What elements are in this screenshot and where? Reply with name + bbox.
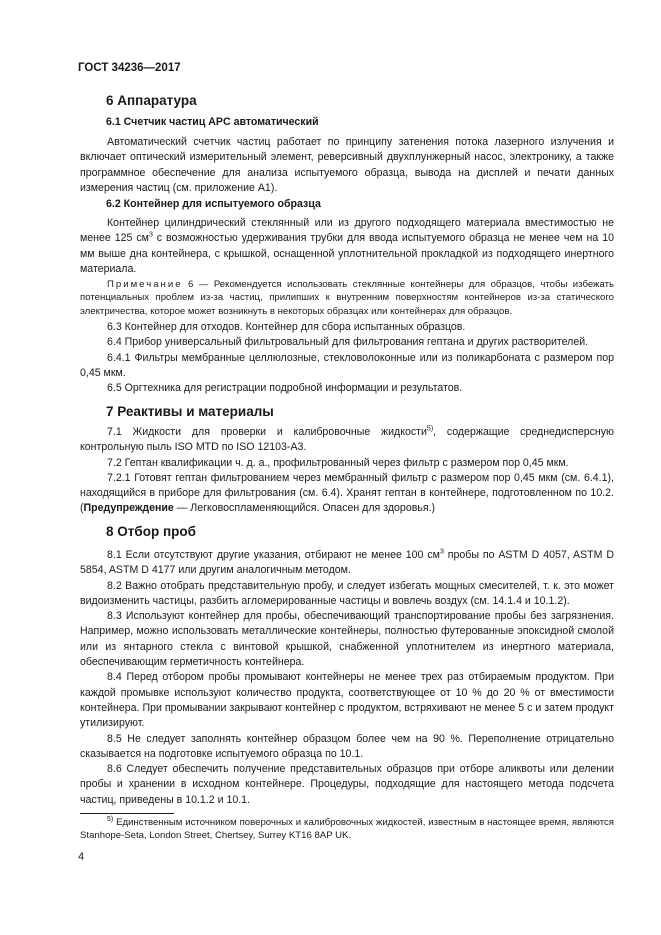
section-8-text: [80, 548, 614, 808]
superscript: 3: [439, 548, 444, 556]
subsection-8-2: 8.2 Важно отобрать представительную пробу, и следует избегать мощных смесителей, т. к. это может видоизменить частицы, разбить агломерированные частицы и вовлечь воздух (см. 14.1.4 и 10.1.2).: [80, 579, 614, 607]
subsection-8-1: [80, 548, 614, 579]
subsection-8-6: 8.6 Следует обеспечить получение представительных образцов при отборе аликвоты или делении пробы и хранении в исходном контейнере. Процедуры, подходящие для настоящего метода подсчета частиц, приведены в 10.1.2 и 10.1.: [80, 763, 614, 806]
note-text: 6 — Рекомендуется использовать стеклянные контейнеры для образцов, чтобы избежать потенциальных проблем из-за частиц, прилипших к внутренним поверхностям контейнеров из-за статического электричества, которое может возникнуть в некоторых образцах или контейнерах для образцов.: [80, 279, 614, 317]
text-run: 8.1 Если отсутствуют другие указания, отбирают не менее 100 см: [107, 549, 440, 561]
footnote: [80, 816, 614, 843]
footnote-ref: 5): [426, 425, 434, 433]
note-paragraph: [80, 278, 614, 318]
note-6: [80, 278, 614, 318]
subsection-6-1-heading: 6.1 Счетчик частиц APC автоматический: [106, 116, 319, 128]
footnote-divider: [80, 813, 174, 814]
subsection-8-4: 8.4 Перед отбором пробы промывают контейнеры не менее трех раз отбираемым продуктом. При каждой промывке используют количество продукта, соответствующее от 10 % до 20 % от вместимости контейнера. При промывании закрывают контейнер с продуктом, встряхивают не менее 5 с и затем продукт утилизируют.: [80, 671, 614, 730]
text-run: с возможностью удерживания трубки для ввода испытуемого образца не менее чем на 10 мм выше дна контейнера, с крышкой, оснащенной уплотнительной прокладкой из подходящего инертного материала.: [80, 232, 614, 275]
paragraph: [80, 216, 614, 277]
subsection-6-4-1: 6.4.1 Фильтры мембранные целлюлозные, стекловолоконные или из поликарбоната с размером пор 0,45 мкм.: [80, 351, 614, 379]
warning-label: Предупреждение: [83, 502, 174, 515]
subsections-6-3-to-6-5: [80, 320, 614, 396]
footnote-text: Единственным источником поверочных и калибровочных жидкостей, известным в настоящее время, являются Stanhope-Seta, London Street, Chertsey, Surrey KT16 8AP UK.: [80, 817, 614, 842]
superscript: 3: [148, 231, 153, 239]
text-run: Контейнер цилиндрический стеклянный или из другого подходящего материала вместимостью не менее 125 см: [80, 217, 614, 245]
footnote-mark: 5): [107, 815, 114, 823]
subsection-8-5: 8.5 Не следует заполнять контейнер образцом более чем на 90 %. Переполнение отрицательно сказывается на подготовке испытуемого образца по 10.1.: [80, 732, 614, 760]
subsection-7-2-1: [80, 471, 614, 517]
subsection-6-2-text: [80, 216, 614, 277]
text-run: 7.1 Жидкости для проверки и калибровочные жидкости: [107, 426, 427, 438]
section-8-heading: 8 Отбор проб: [106, 524, 196, 539]
subsection-6-4: 6.4 Прибор универсальный фильтровальный для фильтрования гептана и других растворителей.: [107, 336, 589, 349]
section-6-heading: 6 Аппаратура: [106, 93, 197, 108]
subsection-6-5: 6.5 Оргтехника для регистрации подробной информации и результатов.: [107, 382, 463, 395]
subsection-8-3: 8.3 Используют контейнер для пробы, обеспечивающий транспортирование пробы без загрязнения. Например, можно использовать металлические контейнеры, полностью футерованные эпоксидной смолой или из янтарного стекла с винтовой крышкой, снабженной уплотнителем из инертного материала, обеспечивающим герметичность контейнера.: [80, 610, 614, 669]
section-7-text: [80, 425, 614, 517]
standard-header: ГОСТ 34236—2017: [78, 62, 181, 74]
text-run: , содержащие среднедисперсную контрольную пыль ISO MTD по ISO 12103-А3.: [80, 426, 615, 454]
footnote-paragraph: [80, 816, 614, 843]
paragraph: Автоматический счетчик частиц работает по принципу затенения потока лазерного излучения и включает оптический измерительный элемент, реверсивный двухплунжерный насос, электронику, а также программное обеспечение для анализа испытуемого образца, вывода на дисплей и печати данных измерения частиц (см. приложение А1).: [80, 136, 614, 194]
subsection-6-3: 6.3 Контейнер для отходов. Контейнер для сбора испытанных образцов.: [107, 321, 466, 333]
subsection-7-1: [80, 425, 614, 456]
subsection-6-2-heading: 6.2 Контейнер для испытуемого образца: [106, 198, 321, 210]
text-run: 7.2.1 Готовят гептан фильтрованием через мембранный фильтр с размером пор 0,45 мкм (см. 6.4.1), находящийся в приборе для фильтрования (см. 6.4). Хранят гептан в контейнере, подготовленном по 10.2. (: [80, 471, 614, 515]
text-run: пробы по ASTM D 4057, ASTM D 5854, ASTM D 4177 или другим аналогичным методом.: [80, 549, 614, 577]
subsection-6-1-text: [80, 135, 614, 196]
note-label: Примечание: [107, 279, 183, 290]
page-number: 4: [78, 851, 85, 863]
section-7-heading: 7 Реактивы и материалы: [106, 404, 274, 419]
subsection-7-2: 7.2 Гептан квалификации ч. д. а., профильтрованный через фильтр с размером пор 0,45 мкм.: [107, 456, 569, 469]
text-run: — Легковоспламеняющийся. Опасен для здоровья.): [173, 502, 436, 515]
